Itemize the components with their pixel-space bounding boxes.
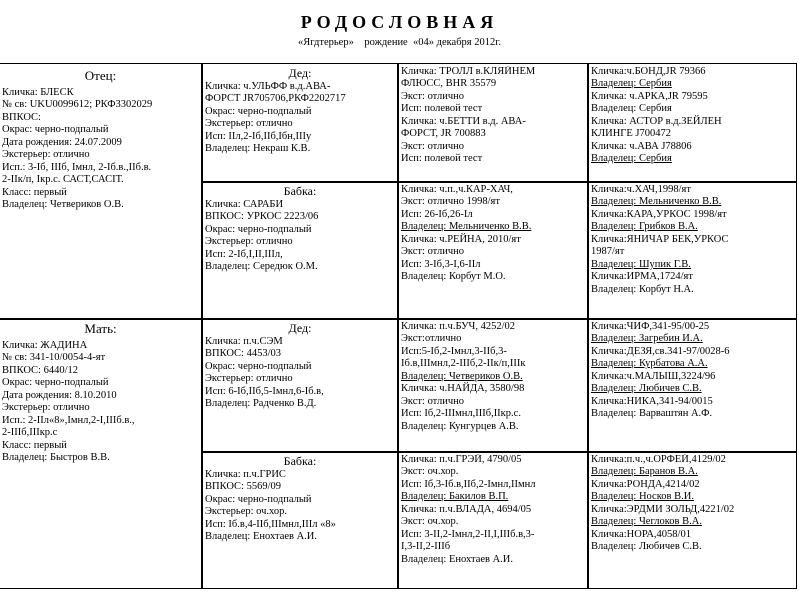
pedigree-line: Владелец: Середюк О.М. <box>205 261 318 273</box>
pedigree-line: Исп: Iб.в,4-IIб,IIIмнл,IIIл «8» <box>205 518 336 530</box>
pedigree-line: Кличка: САРАБИ <box>205 199 284 210</box>
great-great-grandparents-cell <box>591 184 794 317</box>
row-divider <box>0 318 796 320</box>
pedigree-line: Кличка: п.ч.СЭМ <box>205 336 283 347</box>
mother-heading: Мать: <box>84 321 117 336</box>
pedigree-line: Дата рождения: 8.10.2010 <box>2 389 117 401</box>
pedigree-line: Экст: отлично <box>401 246 465 258</box>
pedigree-line: Экстерьер: отлично <box>2 402 90 414</box>
great-great-grandparents-cell <box>591 66 794 180</box>
column-divider <box>201 64 203 588</box>
pedigree-line: Кличка: ч.РЕЙНА, 2010/ят <box>401 233 521 245</box>
pedigree-line: Кличка: ч.п.,ч.КАР-ХАЧ, <box>401 184 513 195</box>
pedigree-line: Экстерьер: отлично <box>205 236 293 248</box>
grandparent-heading: Дед: <box>288 66 312 80</box>
pedigree-line: Кличка: ТРОЛЛ в.КЛЯЙНЕМ <box>401 66 536 77</box>
pedigree-line: Исп: Iб,3-Iб.в,IIб,2-Iмнл,IIмнл <box>401 478 536 490</box>
grandparent-cell-maternal-grandsire <box>205 321 395 450</box>
pedigree-line: Исп: IIл,2-Iб,IIб,Iбн,IIIу <box>205 130 312 142</box>
pedigree-line: Владелец: Четвериков О.В. <box>2 199 124 211</box>
column-divider <box>587 64 589 588</box>
great-grandparents-cell <box>401 454 586 586</box>
pedigree-line: Владелец: Любичев С.В. <box>591 541 702 553</box>
pedigree-line: Кличка: п.ч.БУЧ, 4252/02 <box>401 321 516 332</box>
pedigree-line: Класс: первый <box>2 186 67 198</box>
pedigree-line: Исп:5-Iб,2-Iмнл,3-IIб,3- <box>401 345 507 357</box>
grandparent-cell-paternal-granddam <box>205 184 395 317</box>
pedigree-line: Кличка: ч.АРКА,JR 79595 <box>591 90 708 102</box>
row-divider <box>201 451 796 453</box>
pedigree-line: Экст: отлично 1998/ят <box>401 196 500 208</box>
pedigree-line: Владелец: Енохтаев А.И. <box>401 553 514 565</box>
pedigree-line: Экст: оч.хор. <box>401 516 459 528</box>
pedigree-line: Владелец: Корбут М.О. <box>401 271 506 283</box>
pedigree-line: Кличка:ДЕЗЯ,св.341-97/0028-6 <box>591 345 730 357</box>
pedigree-line: Экст: оч.хор. <box>401 466 459 478</box>
father-heading: Отец: <box>84 68 117 83</box>
pedigree-line: Исп: полевой тест <box>401 153 483 165</box>
pedigree-line: КЛИНГЕ J700472 <box>591 128 671 140</box>
mother-cell <box>2 321 199 586</box>
row-divider <box>201 181 796 183</box>
pedigree-line: Окрас: черно-подпалый <box>2 377 109 389</box>
pedigree-line: ВПКОС: 5569/09 <box>205 481 282 493</box>
pedigree-line: Экстерьер: отлично <box>205 373 293 385</box>
pedigree-line: Экст: отлично <box>401 90 465 102</box>
pedigree-line: Владелец: Загребин И.А. <box>591 333 703 345</box>
great-grandparents-cell <box>401 66 586 180</box>
pedigree-line: Владелец: Варваштян А.Ф. <box>591 408 713 420</box>
pedigree-line: Кличка: ч.УЛЬФФ в.д.АВА- <box>205 81 331 92</box>
grandparent-heading: Бабка: <box>283 454 317 468</box>
pedigree-line: Кличка:ЯНИЧАР БЕК,УРКОС <box>591 233 729 245</box>
pedigree-line: Владелец: Четвериков О.В. <box>401 370 523 382</box>
pedigree-line: Экстерьер: оч.хор. <box>205 506 288 518</box>
great-great-grandparents-cell <box>591 454 794 586</box>
pedigree-line: Владелец: Мельниченко В.В. <box>401 221 532 233</box>
pedigree-line: Исп.: 3-Iб, IIIб, Iмнл, 2-Iб.в.,IIб.в. <box>2 161 152 173</box>
pedigree-line: Владелец: Радченко В.Д. <box>205 398 317 410</box>
pedigree-line: ВПКОС: 4453/03 <box>205 348 282 360</box>
pedigree-line: Экст:отлично <box>401 333 462 345</box>
pedigree-line: Кличка:НОРА,4058/01 <box>591 528 691 540</box>
pedigree-line: Владелец: Быстров В.В. <box>2 452 110 464</box>
pedigree-line: Класс: первый <box>2 439 67 451</box>
pedigree-line: Кличка:НИКА,341-94/0015 <box>591 395 713 407</box>
pedigree-line: ВПКОС: 6440/12 <box>2 364 79 376</box>
pedigree-line: Экст: отлично <box>401 140 465 152</box>
pedigree-line: Кличка: п.ч.ГРЭЙ, 4790/05 <box>401 454 522 465</box>
pedigree-line: Кличка:ЧИФ,341-95/00-25 <box>591 321 710 332</box>
pedigree-line: Владелец: Мельниченко В.В. <box>591 196 722 208</box>
page-title: РОДОСЛОВНАЯ <box>300 12 499 32</box>
pedigree-line: Исп: Iб,2-IIIмнл,IIIб,IIкр.с. <box>401 408 521 420</box>
pedigree-line: Кличка:п.ч.,ч.ОРФЕЙ,4129/02 <box>591 454 726 465</box>
pedigree-line: Исп: 6-Iб,IIб,5-Iмнл,6-Iб.в, <box>205 385 324 397</box>
pedigree-line: Окрас: черно-подпалый <box>2 124 109 136</box>
pedigree-line: Дата рождения: 24.07.2009 <box>2 136 122 148</box>
pedigree-line: Iб.в,IIIмнл,2-IIIб,2-IIк/п,IIIк <box>401 358 526 370</box>
pedigree-line: ФОРСТ JR705706,РКФ2202717 <box>205 93 346 105</box>
pedigree-line: Экстерьер: отлично <box>205 118 293 130</box>
pedigree-line: I,3-II,2-IIIб <box>401 541 451 553</box>
column-divider <box>397 64 399 588</box>
pedigree-line: ВПКОС: <box>2 111 41 123</box>
pedigree-line: Исп: полевой тест <box>401 103 483 115</box>
grandparent-heading: Бабка: <box>283 184 317 198</box>
pedigree-line: Окрас: черно-подпалый <box>205 105 312 117</box>
great-great-grandparents-cell <box>591 321 794 450</box>
pedigree-line: Кличка:ЭРДМИ ЗОЛЬД,4221/02 <box>591 503 735 515</box>
pedigree-line: Кличка: ЖАДИНА <box>2 340 88 351</box>
pedigree-line: Исп: 3-Iб,3-I,6-IIл <box>401 258 481 270</box>
pedigree-line: Кличка: БЛЕСК <box>2 87 74 98</box>
pedigree-line: Кличка:ч.МАЛЫШ,3224/96 <box>591 370 716 382</box>
pedigree-line: 2-IIIб,IIIкр.с <box>2 427 58 439</box>
pedigree-line: Кличка: ч.БЕТТИ в.д. АВА- <box>401 115 526 127</box>
pedigree-line: Владелец: Шупик Г.В. <box>591 258 691 270</box>
pedigree-line: ВПКОС: УРКОС 2223/06 <box>205 211 319 223</box>
pedigree-line: Экст: отлично <box>401 395 465 407</box>
pedigree-line: Окрас: черно-подпалый <box>205 360 312 372</box>
pedigree-line: Владелец: Баранов В.А. <box>591 466 698 478</box>
pedigree-line: Кличка:ИРМА,1724/ят <box>591 271 693 283</box>
grandparent-cell-maternal-granddam <box>205 454 395 586</box>
pedigree-line: Владелец: Сербия <box>591 78 672 90</box>
pedigree-line: Кличка: п.ч.ВЛАДА, 4694/05 <box>401 503 532 515</box>
pedigree-line: № св: UKU0099612; РКФ3302029 <box>2 99 153 111</box>
pedigree-line: Кличка: ч.АВА J78806 <box>591 140 692 152</box>
pedigree-line: Исп: 2-Iб,I,II,IIIл, <box>205 248 283 260</box>
father-cell <box>2 68 199 316</box>
pedigree-line: Кличка:РОНДА,4214/02 <box>591 478 700 490</box>
pedigree-line: Владелец: Сербия <box>591 103 672 115</box>
pedigree-line: Кличка: АСТОР в.д.ЗЕЙЛЕН <box>591 115 722 127</box>
pedigree-line: Исп.: 2-IIл«8»,Iмнл,2-I,IIIб.в., <box>2 414 135 426</box>
pedigree-line: Владелец: Енохтаев А.И. <box>205 531 318 543</box>
pedigree-line: 1987/ят <box>591 246 625 258</box>
great-grandparents-cell <box>401 321 586 450</box>
pedigree-line: Владелец: Чеглоков В.А. <box>591 516 702 528</box>
pedigree-line: Владелец: Корбут Н.А. <box>591 283 694 295</box>
pedigree-line: Исп: 3-II,2-Iмнл,2-II,I,IIIб.в,3- <box>401 528 535 540</box>
pedigree-line: Владелец: Курбатова А.А. <box>591 358 708 370</box>
pedigree-line: Кличка:ч.БОНД,JR 79366 <box>591 66 706 77</box>
pedigree-line: Кличка:КАРА,УРКОС 1998/ят <box>591 208 727 220</box>
pedigree-line: Владелец: Сербия <box>591 153 672 165</box>
pedigree-line: ФОРСТ, JR 700883 <box>401 128 486 140</box>
page-subtitle: «Ягдтерьер» рождение «04» декабря 2012г. <box>298 37 501 48</box>
grandparent-heading: Дед: <box>288 321 312 335</box>
pedigree-line: Владелец: Кунгурцев А.В. <box>401 420 519 432</box>
pedigree-line: Кличка: п.ч.ГРИС <box>205 469 286 480</box>
pedigree-line: № св: 341-10/0054-4-ят <box>2 352 106 364</box>
pedigree-line: Владелец: Некраш К.В. <box>205 143 311 155</box>
pedigree-line: Владелец: Бакилов В.П. <box>401 491 509 503</box>
pedigree-line: ФЛЮСС, BHR 35579 <box>401 78 497 90</box>
pedigree-line: Владелец: Грибков В.А. <box>591 221 698 233</box>
pedigree-line: Владелец: Любичев С.В. <box>591 383 702 395</box>
pedigree-line: Кличка:ч.ХАЧ,1998/ят <box>591 184 691 195</box>
pedigree-line: Окрас: черно-подпалый <box>205 223 312 235</box>
pedigree-line: Владелец: Носков В.И. <box>591 491 694 503</box>
pedigree-line: Экстерьер: отлично <box>2 149 90 161</box>
pedigree-line: Кличка: ч.НАЙДА, 3580/98 <box>401 383 525 395</box>
grandparent-cell-paternal-grandsire <box>205 66 395 180</box>
pedigree-line: Исп: 26-Iб,26-Iл <box>401 208 473 220</box>
pedigree-line: 2-IIк/п, Iкр.с. САСТ,САСIТ. <box>2 174 124 186</box>
pedigree-table <box>0 63 797 589</box>
pedigree-line: Окрас: черно-подпалый <box>205 493 312 505</box>
great-grandparents-cell <box>401 184 586 317</box>
